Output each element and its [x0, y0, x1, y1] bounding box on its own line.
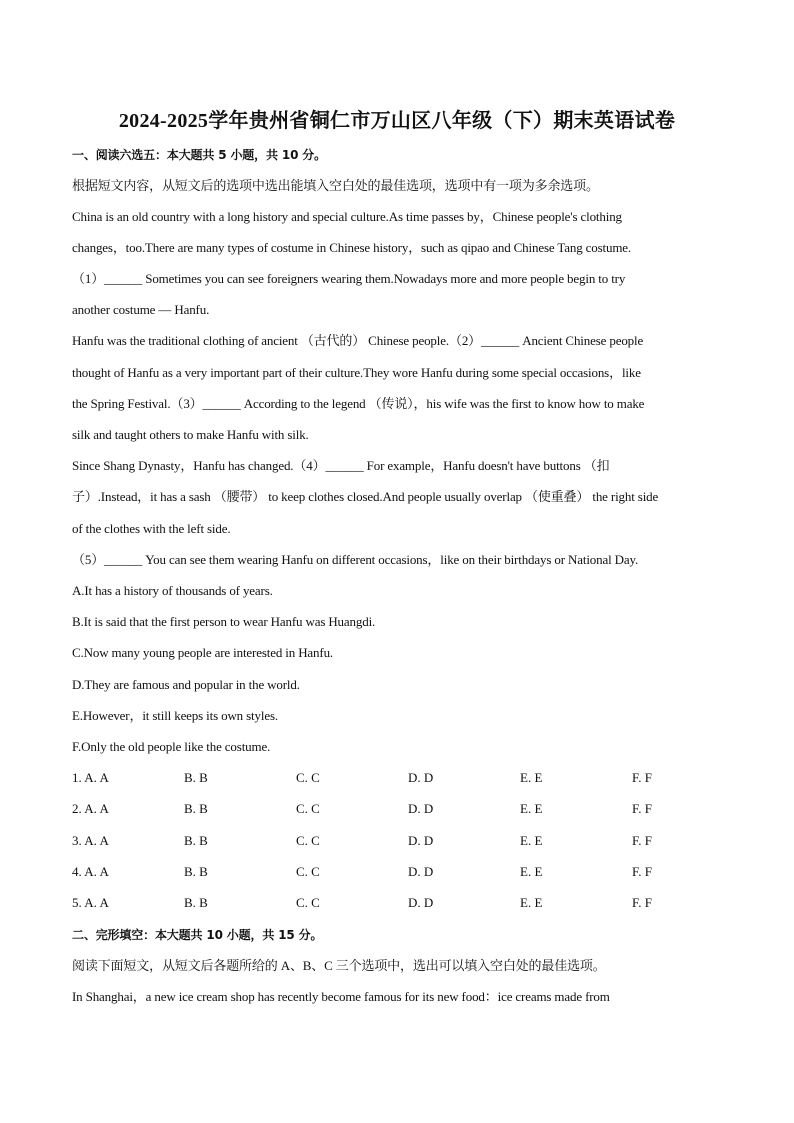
passage-line: China is an old country with a long history and special culture.As time passes by，Chinese people's clothing: [72, 209, 622, 224]
passage-line: In Shanghai，a new ice cream shop has recently become famous for its new food：ice creams made from: [72, 989, 610, 1004]
passage-line: another costume — Hanfu.: [72, 302, 210, 317]
passage-line: thought of Hanfu as a very important part of their culture.They wore Hanfu during some special occasions，like: [72, 365, 641, 380]
question-row-2: [72, 800, 712, 818]
question-row-1: [72, 769, 712, 787]
passage-line: of the clothes with the left side.: [72, 521, 231, 536]
passage-line: changes，too.There are many types of costume in Chinese history，such as qipao and Chinese Tang costume.: [72, 240, 632, 255]
option-c[interactable]: C. C: [296, 801, 320, 816]
choice-c: C.Now many young people are interested in Hanfu.: [72, 645, 334, 660]
option-a[interactable]: 5. A. A: [72, 895, 109, 910]
option-f[interactable]: F. F: [632, 833, 652, 848]
option-a[interactable]: 1. A. A: [72, 770, 109, 785]
choice-e: E.However，it still keeps its own styles.: [72, 708, 278, 723]
option-d[interactable]: D. D: [408, 895, 434, 910]
option-e[interactable]: E. E: [520, 864, 543, 879]
option-f[interactable]: F. F: [632, 801, 652, 816]
passage-line: Hanfu was the traditional clothing of ancient （古代的） Chinese people.（2）______ Ancient Chinese people: [72, 333, 644, 348]
question-row-5: [72, 894, 712, 912]
passage-line: 子）.Instead，it has a sash （腰带） to keep clothes closed.And people usually overlap （使重叠） the right side: [72, 489, 659, 504]
passage-line: Since Shang Dynasty，Hanfu has changed.（4）______ For example，Hanfu doesn't have buttons （扣: [72, 458, 610, 473]
option-e[interactable]: E. E: [520, 770, 543, 785]
choice-f: F.Only the old people like the costume.: [72, 739, 271, 754]
option-c[interactable]: C. C: [296, 770, 320, 785]
option-f[interactable]: F. F: [632, 895, 652, 910]
option-a[interactable]: 3. A. A: [72, 833, 109, 848]
option-a[interactable]: 2. A. A: [72, 801, 109, 816]
passage-line: silk and taught others to make Hanfu with silk.: [72, 427, 309, 442]
section2-instruction: 阅读下面短文，从短文后各题所给的 A、B、C 三个选项中，选出可以填入空白处的最佳选项。: [72, 958, 606, 973]
option-f[interactable]: F. F: [632, 770, 652, 785]
choice-a: A.It has a history of thousands of years.: [72, 583, 273, 598]
option-c[interactable]: C. C: [296, 833, 320, 848]
option-d[interactable]: D. D: [408, 801, 434, 816]
question-row-4: [72, 863, 712, 881]
choice-b: B.It is said that the first person to wear Hanfu was Huangdi.: [72, 614, 376, 629]
option-a[interactable]: 4. A. A: [72, 864, 109, 879]
section1-heading: 一、阅读六选五：本大题共 5 小题，共 10 分。: [72, 148, 327, 162]
passage-line: the Spring Festival.（3）______ According to the legend （传说），his wife was the first to know how to make: [72, 396, 645, 411]
exam-title: 2024-2025学年贵州省铜仁市万山区八年级（下）期末英语试卷: [118, 110, 676, 132]
choice-d: D.They are famous and popular in the world.: [72, 677, 300, 692]
option-b[interactable]: B. B: [184, 833, 208, 848]
section1-instruction: 根据短文内容，从短文后的选项中选出能填入空白处的最佳选项，选项中有一项为多余选项。: [72, 178, 599, 193]
option-f[interactable]: F. F: [632, 864, 652, 879]
option-b[interactable]: B. B: [184, 864, 208, 879]
option-d[interactable]: D. D: [408, 770, 434, 785]
option-e[interactable]: E. E: [520, 833, 543, 848]
option-d[interactable]: D. D: [408, 864, 434, 879]
passage-line: （1）______ Sometimes you can see foreigners wearing them.Nowadays more and more people begin to try: [72, 271, 626, 286]
option-c[interactable]: C. C: [296, 864, 320, 879]
option-b[interactable]: B. B: [184, 770, 208, 785]
option-c[interactable]: C. C: [296, 895, 320, 910]
passage-line: （5）______ You can see them wearing Hanfu on different occasions，like on their birthdays or National Day.: [72, 552, 639, 567]
option-d[interactable]: D. D: [408, 833, 434, 848]
section2-heading: 二、完形填空：本大题共 10 小题，共 15 分。: [72, 928, 323, 942]
question-row-3: [72, 832, 712, 850]
option-e[interactable]: E. E: [520, 895, 543, 910]
option-b[interactable]: B. B: [184, 801, 208, 816]
option-e[interactable]: E. E: [520, 801, 543, 816]
option-b[interactable]: B. B: [184, 895, 208, 910]
